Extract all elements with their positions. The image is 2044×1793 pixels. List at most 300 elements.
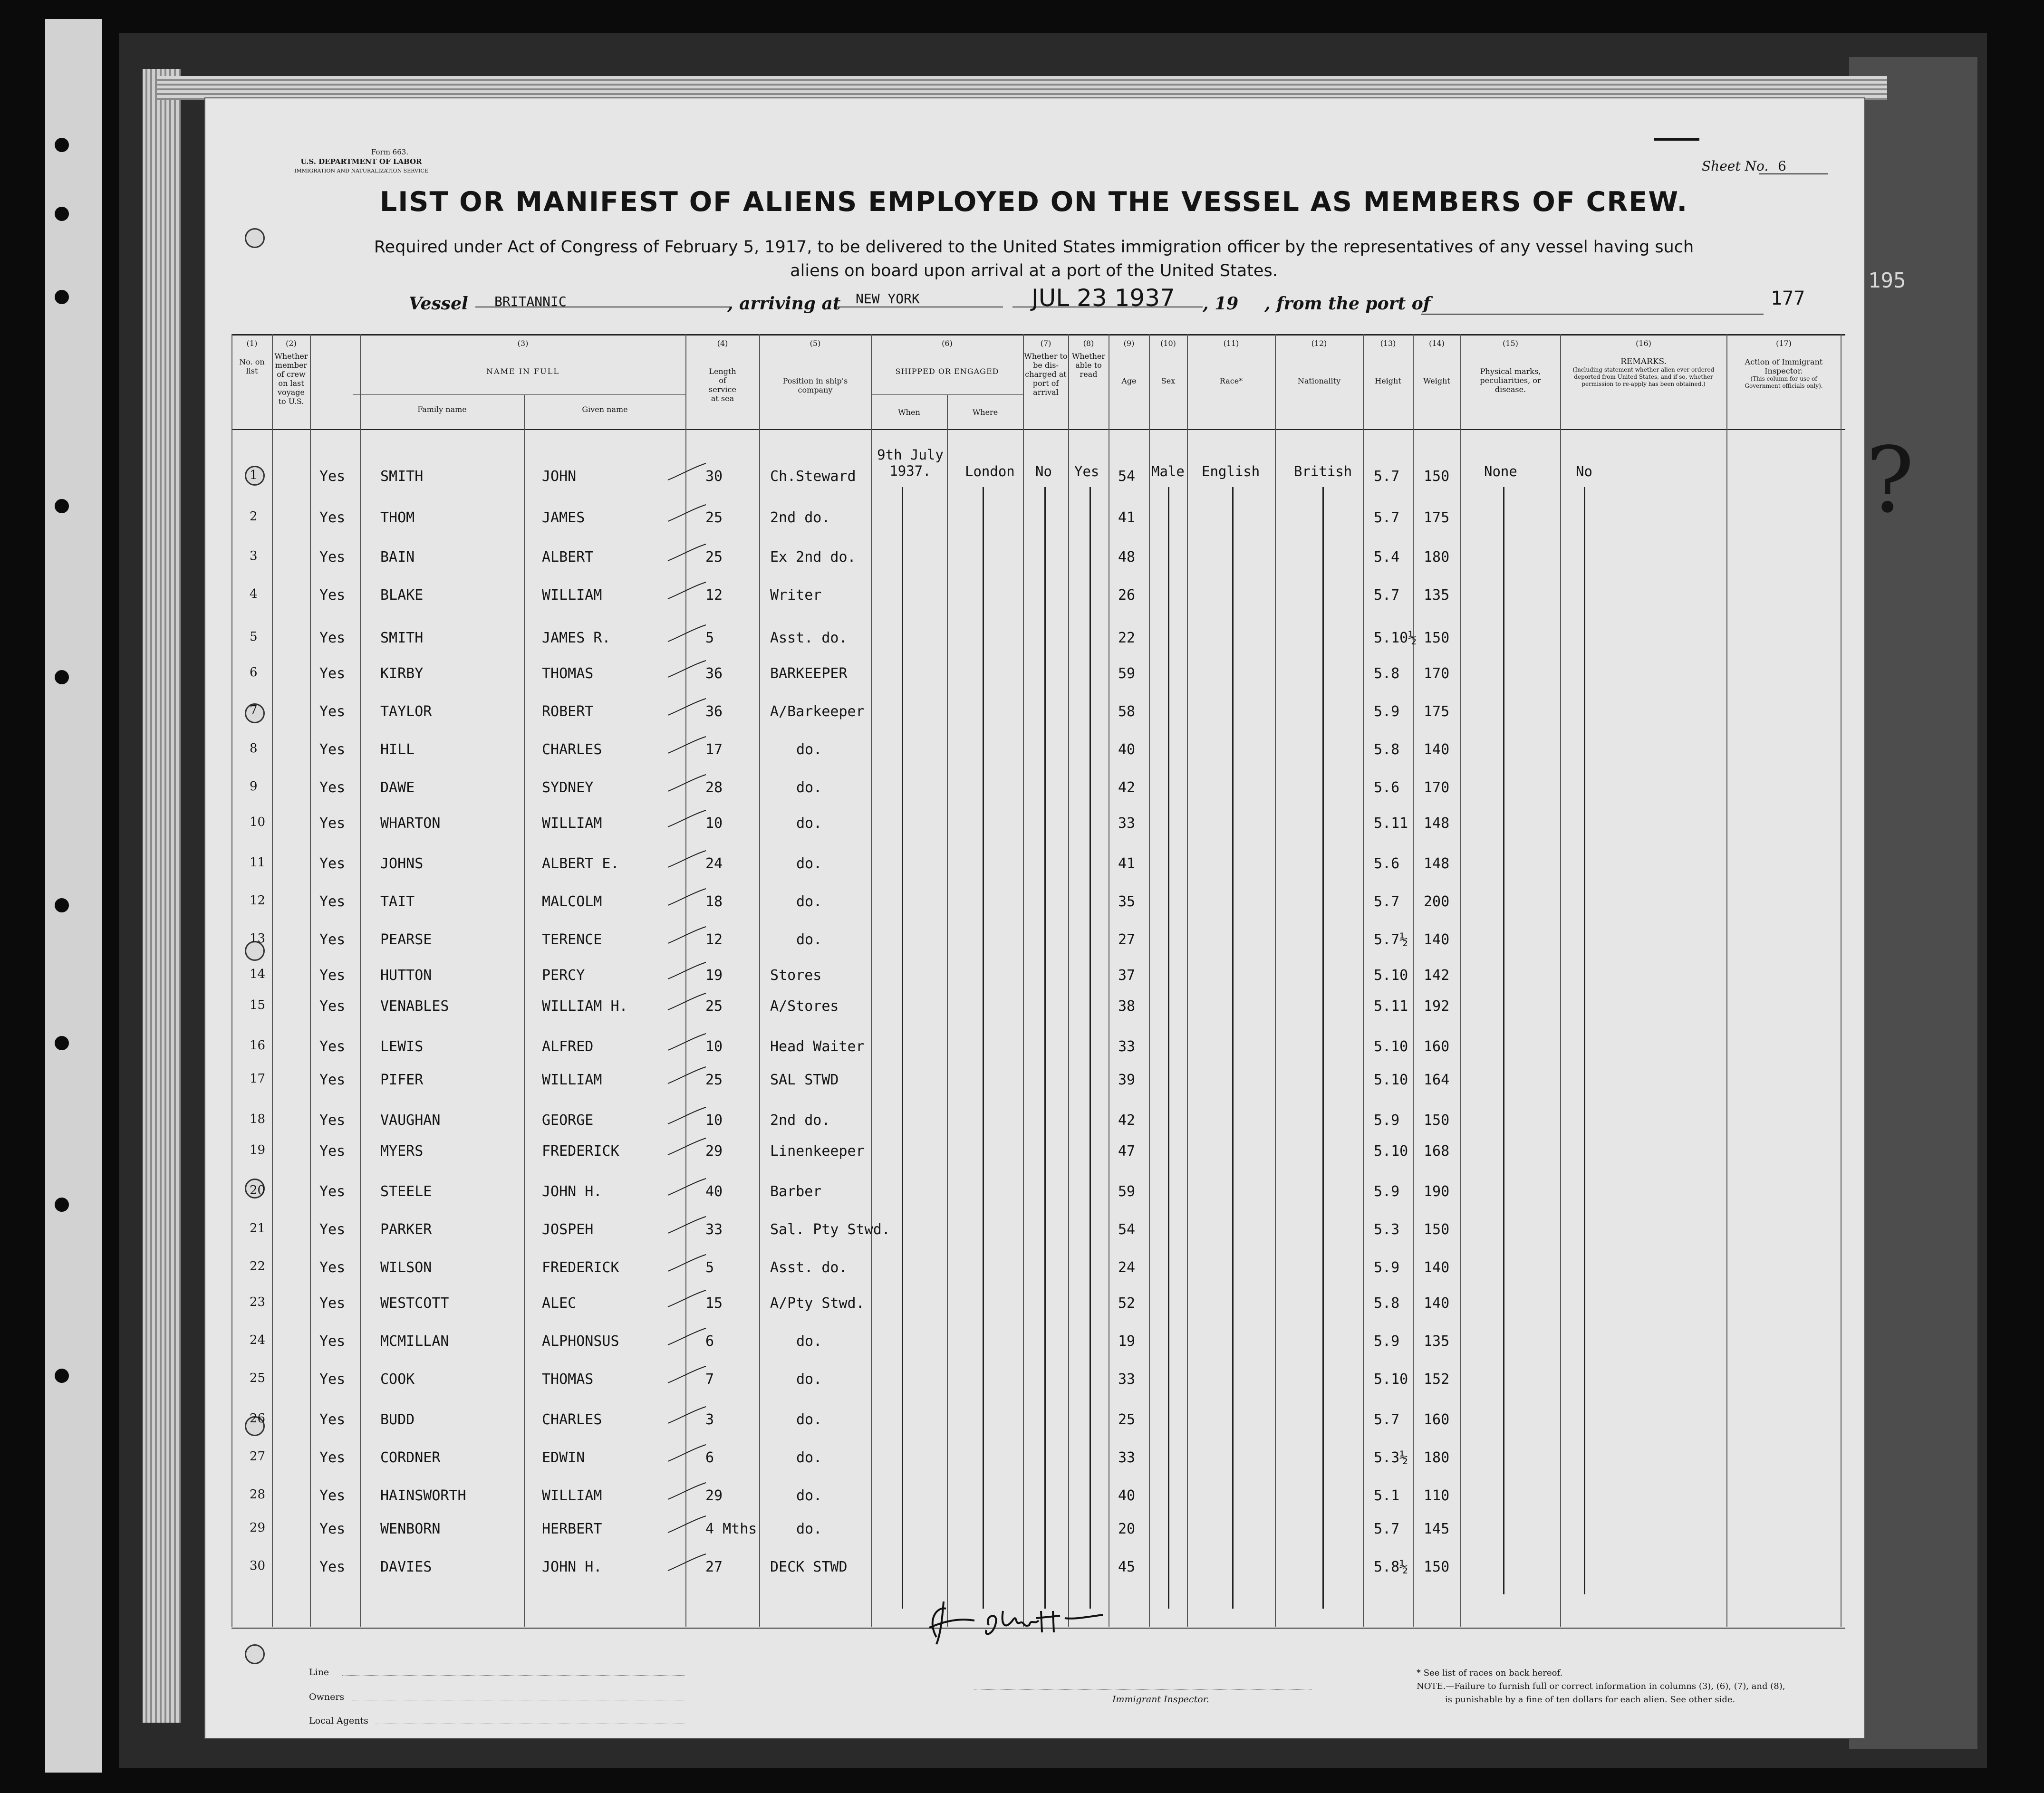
height: 5.10 — [1374, 967, 1408, 984]
height: 5.6 — [1374, 779, 1400, 796]
length-of-service: 19 — [705, 967, 723, 984]
crew-last-voyage: Yes — [319, 1411, 346, 1428]
weight: 190 — [1424, 1183, 1450, 1200]
inspector-line — [974, 1689, 1312, 1690]
family-name: DAWE — [380, 779, 415, 796]
name-subheader-rule — [353, 394, 685, 395]
check-tick-icon — [665, 1031, 708, 1055]
length-of-service: 10 — [705, 815, 723, 832]
punched-hole-icon — [55, 138, 69, 152]
family-name: SMITH — [380, 468, 424, 485]
row-number: 20 — [250, 1183, 266, 1198]
row-number: 3 — [250, 549, 258, 563]
given-name: JOHN — [542, 468, 577, 485]
row-number: 6 — [250, 665, 258, 680]
weight: 170 — [1424, 779, 1450, 796]
given-name: JOHN H. — [542, 1559, 602, 1575]
given-name: WILLIAM — [542, 1487, 602, 1504]
check-tick-icon — [665, 1404, 708, 1428]
age: 38 — [1118, 998, 1136, 1015]
crew-last-voyage: Yes — [319, 1221, 346, 1238]
weight: 140 — [1424, 1259, 1450, 1276]
weight: 140 — [1424, 741, 1450, 758]
crew-last-voyage: Yes — [319, 630, 346, 646]
table-row — [0, 1072, 2044, 1100]
owners-label: Owners — [309, 1692, 345, 1702]
height: 5.7½ — [1374, 931, 1408, 948]
row-number: 9 — [250, 779, 258, 794]
col1-header: (1) No. on list — [239, 339, 265, 375]
row-number: 4 — [250, 587, 258, 601]
weight: 180 — [1424, 1449, 1450, 1466]
subtitle-line-1: Required under Act of Congress of February 5, 1917, to be delivered to the United States immigration officer by the representatives of any vessel having such — [374, 238, 1694, 257]
line-fill — [342, 1675, 685, 1676]
weight: 180 — [1424, 549, 1450, 566]
family-name: WESTCOTT — [380, 1295, 449, 1312]
age: 37 — [1118, 967, 1136, 984]
check-tick-icon — [665, 696, 708, 720]
family-name: STEELE — [380, 1183, 432, 1200]
table-row — [0, 1449, 2044, 1478]
check-tick-icon — [665, 772, 708, 796]
ship-position: do. — [796, 1333, 822, 1350]
given-name: JOHN H. — [542, 1183, 602, 1200]
race-value: English — [1202, 463, 1260, 479]
check-tick-icon — [665, 502, 708, 526]
ship-position: Ch.Steward — [770, 468, 856, 485]
page-stack-top-edge — [157, 76, 1887, 100]
age: 40 — [1118, 1487, 1136, 1504]
crew-last-voyage: Yes — [319, 703, 346, 720]
row-number: 18 — [250, 1112, 266, 1126]
check-tick-icon — [665, 1442, 708, 1466]
age: 27 — [1118, 931, 1136, 948]
age: 20 — [1118, 1521, 1136, 1537]
given-name: FREDERICK — [542, 1143, 619, 1160]
col4-header: (4) Length of service at sea — [709, 339, 736, 403]
check-tick-icon — [665, 924, 708, 948]
crew-last-voyage: Yes — [319, 1259, 346, 1276]
table-row — [0, 779, 2044, 808]
check-tick-icon — [665, 580, 708, 604]
age: 33 — [1118, 1038, 1136, 1055]
weight: 152 — [1424, 1371, 1450, 1388]
ship-position: do. — [796, 931, 822, 948]
check-tick-icon — [665, 1064, 708, 1088]
sheet-number-line — [1759, 173, 1828, 174]
crew-last-voyage: Yes — [319, 1072, 346, 1088]
check-tick-icon — [665, 542, 708, 566]
family-name: BAIN — [380, 549, 415, 566]
ship-position: do. — [796, 741, 822, 758]
table-row — [0, 815, 2044, 844]
arriving-label: , arriving at — [727, 294, 841, 314]
given-name: WILLIAM H. — [542, 998, 628, 1015]
check-tick-icon — [665, 991, 708, 1015]
ship-position: do. — [796, 1521, 822, 1537]
family-name: THOM — [380, 509, 415, 526]
weight: 175 — [1424, 703, 1450, 720]
table-row — [0, 1295, 2044, 1323]
family-name: JOHNS — [380, 855, 424, 872]
given-name: JAMES — [542, 509, 585, 526]
table-row — [0, 741, 2044, 770]
check-tick-icon — [665, 1214, 708, 1238]
weight: 150 — [1424, 630, 1450, 646]
row-number: 14 — [250, 967, 266, 981]
row-number: 11 — [250, 855, 266, 870]
given-name: ROBERT — [542, 703, 594, 720]
form-number: Form 663. — [371, 148, 409, 156]
age: 59 — [1118, 665, 1136, 682]
given-name: JAMES R. — [542, 630, 611, 646]
length-of-service: 10 — [705, 1038, 723, 1055]
line-label: Line — [309, 1667, 329, 1678]
ship-position: Head Waiter — [770, 1038, 865, 1055]
weight: 164 — [1424, 1072, 1450, 1088]
col8-header: (8) Whether able to read — [1071, 339, 1106, 379]
col14-header: (14) Weight — [1423, 339, 1450, 385]
table-row — [0, 509, 2044, 538]
year-label: , 19 — [1203, 294, 1239, 314]
col5-header: (5) Position in ship's company — [782, 339, 848, 394]
col15-header: (15) Physical marks, peculiarities, or disease. — [1480, 339, 1541, 394]
crew-last-voyage: Yes — [319, 1521, 346, 1537]
table-row — [0, 1038, 2044, 1067]
row-number: 17 — [250, 1072, 266, 1086]
row-number: 28 — [250, 1487, 266, 1502]
row-number: 2 — [250, 509, 258, 524]
table-row — [0, 587, 2044, 615]
age: 33 — [1118, 815, 1136, 832]
height: 5.9 — [1374, 1112, 1400, 1129]
age: 41 — [1118, 855, 1136, 872]
remarks-value: No — [1576, 463, 1592, 479]
inspector-label: Immigrant Inspector. — [1112, 1694, 1209, 1705]
check-tick-icon — [665, 808, 708, 832]
check-tick-icon — [665, 1105, 708, 1129]
form-header — [285, 147, 437, 176]
table-row — [0, 1112, 2044, 1141]
ship-position: 2nd do. — [770, 509, 830, 526]
sheet-number — [1702, 158, 1786, 174]
table-row — [0, 1487, 2044, 1516]
check-tick-icon — [665, 1514, 708, 1537]
signature-icon — [917, 1592, 1122, 1649]
given-name: WILLIAM — [542, 815, 602, 832]
row-number: 24 — [250, 1333, 266, 1347]
length-of-service: 3 — [705, 1411, 714, 1428]
given-name: TERENCE — [542, 931, 602, 948]
weight: 200 — [1424, 893, 1450, 910]
table-row — [0, 855, 2044, 884]
check-tick-icon — [665, 1136, 708, 1160]
note-line-2: is punishable by a fine of ten dollars for each alien. See other side. — [1445, 1695, 1735, 1705]
row-number: 8 — [250, 741, 258, 756]
table-row — [0, 1183, 2044, 1212]
ship-position: 2nd do. — [770, 1112, 830, 1129]
length-of-service: 12 — [705, 931, 723, 948]
crew-last-voyage: Yes — [319, 815, 346, 832]
ship-position: do. — [796, 815, 822, 832]
age: 22 — [1118, 630, 1136, 646]
age: 54 — [1118, 468, 1136, 485]
col2-header: (2) Whether member of crew on last voyage to U.S. — [274, 339, 308, 406]
table-row — [0, 1521, 2044, 1549]
table-row — [0, 468, 2044, 497]
age: 45 — [1118, 1559, 1136, 1575]
given-name: HERBERT — [542, 1521, 602, 1537]
height: 5.10 — [1374, 1072, 1408, 1088]
check-tick-icon — [665, 461, 708, 485]
ship-position: Asst. do. — [770, 630, 848, 646]
family-name: COOK — [380, 1371, 415, 1388]
height: 5.1 — [1374, 1487, 1400, 1504]
sheet-label: Sheet No. — [1702, 158, 1769, 174]
where-header: Where — [972, 408, 998, 417]
ship-position: Ex 2nd do. — [770, 549, 856, 566]
table-row — [0, 630, 2044, 658]
nationality-value: British — [1294, 463, 1352, 479]
crew-last-voyage: Yes — [319, 1143, 346, 1160]
length-of-service: 28 — [705, 779, 723, 796]
col11-header: (11) Race* — [1219, 339, 1243, 385]
note-line-1: NOTE.—Failure to furnish full or correct information in columns (3), (6), (7), and (8), — [1417, 1681, 1785, 1691]
length-of-service: 25 — [705, 509, 723, 526]
family-name: VENABLES — [380, 998, 449, 1015]
punched-hole-icon — [55, 290, 69, 304]
ship-position: BARKEEPER — [770, 665, 848, 682]
crew-last-voyage: Yes — [319, 1295, 346, 1312]
ship-position: SAL STWD — [770, 1072, 839, 1088]
length-of-service: 29 — [705, 1487, 723, 1504]
check-tick-icon — [665, 1326, 708, 1350]
age: 42 — [1118, 1112, 1136, 1129]
row-number: 13 — [250, 931, 266, 946]
length-of-service: 30 — [705, 468, 723, 485]
weight: 160 — [1424, 1038, 1450, 1055]
length-of-service: 40 — [705, 1183, 723, 1200]
row-number: 5 — [250, 630, 258, 644]
length-of-service: 6 — [705, 1333, 714, 1350]
ship-position: DECK STWD — [770, 1559, 848, 1575]
family-name: PEARSE — [380, 931, 432, 948]
check-tick-icon — [665, 960, 708, 984]
row-number: 19 — [250, 1143, 266, 1157]
height: 5.11 — [1374, 815, 1408, 832]
row-number: 23 — [250, 1295, 266, 1309]
age: 35 — [1118, 893, 1136, 910]
length-of-service: 10 — [705, 1112, 723, 1129]
page-subtitle — [285, 235, 1783, 283]
col13-header: (13) Height — [1375, 339, 1401, 385]
crew-last-voyage: Yes — [319, 1487, 346, 1504]
races-note: * See list of races on back hereof. — [1417, 1668, 1563, 1678]
ship-position: do. — [796, 893, 822, 910]
height: 5.9 — [1374, 703, 1400, 720]
family-name: WHARTON — [380, 815, 441, 832]
given-name: PERCY — [542, 967, 585, 984]
age: 19 — [1118, 1333, 1136, 1350]
page-number: 177 — [1771, 288, 1805, 309]
family-name: PIFER — [380, 1072, 424, 1088]
check-tick-icon — [665, 1480, 708, 1504]
weight: 192 — [1424, 998, 1450, 1015]
given-name: THOMAS — [542, 1371, 594, 1388]
family-name: TAYLOR — [380, 703, 432, 720]
given-name: THOMAS — [542, 665, 594, 682]
height: 5.7 — [1374, 1411, 1400, 1428]
crew-last-voyage: Yes — [319, 549, 346, 566]
ship-position: do. — [796, 1487, 822, 1504]
crew-last-voyage: Yes — [319, 967, 346, 984]
crew-last-voyage: Yes — [319, 855, 346, 872]
weight: 150 — [1424, 1221, 1450, 1238]
table-top-rule — [231, 334, 1845, 336]
arriving-port: NEW YORK — [856, 291, 920, 307]
height: 5.7 — [1374, 1521, 1400, 1537]
arrival-date-stamp: JUL 23 1937 — [1032, 284, 1175, 312]
length-of-service: 6 — [705, 1449, 714, 1466]
row-number: 12 — [250, 893, 266, 908]
crew-last-voyage: Yes — [319, 1112, 346, 1129]
given-name: ALPHONSUS — [542, 1333, 619, 1350]
age: 39 — [1118, 1072, 1136, 1088]
margin-number: 195 — [1868, 268, 1906, 293]
ship-position: do. — [796, 1449, 822, 1466]
table-row — [0, 1371, 2044, 1400]
family-name: HILL — [380, 741, 415, 758]
length-of-service: 29 — [705, 1143, 723, 1160]
crew-last-voyage: Yes — [319, 509, 346, 526]
family-name: CORDNER — [380, 1449, 441, 1466]
family-name: VAUGHAN — [380, 1112, 441, 1129]
given-name: CHARLES — [542, 741, 602, 758]
shipped-where: London — [965, 463, 1015, 479]
weight: 150 — [1424, 1559, 1450, 1575]
weight: 175 — [1424, 509, 1450, 526]
crew-last-voyage: Yes — [319, 1038, 346, 1055]
height: 5.7 — [1374, 509, 1400, 526]
length-of-service: 17 — [705, 741, 723, 758]
vessel-name: BRITANNIC — [494, 294, 567, 309]
table-row — [0, 1411, 2044, 1440]
length-of-service: 12 — [705, 587, 723, 604]
height: 5.9 — [1374, 1333, 1400, 1350]
vessel-label: Vessel — [409, 294, 468, 314]
weight: 135 — [1424, 587, 1450, 604]
given-name: WILLIAM — [542, 587, 602, 604]
weight: 135 — [1424, 1333, 1450, 1350]
length-of-service: 15 — [705, 1295, 723, 1312]
length-of-service: 5 — [705, 1259, 714, 1276]
age: 25 — [1118, 1411, 1136, 1428]
family-name: KIRBY — [380, 665, 424, 682]
ship-position: do. — [796, 1371, 822, 1388]
table-row — [0, 893, 2044, 922]
age: 26 — [1118, 587, 1136, 604]
ship-position: Stores — [770, 967, 822, 984]
length-of-service: 25 — [705, 549, 723, 566]
crew-last-voyage: Yes — [319, 1371, 346, 1388]
family-name: SMITH — [380, 630, 424, 646]
age: 58 — [1118, 703, 1136, 720]
corner-mark — [1654, 138, 1699, 141]
department-name: U.S. DEPARTMENT OF LABOR — [300, 157, 422, 166]
table-row — [0, 1559, 2044, 1587]
crew-last-voyage: Yes — [319, 587, 346, 604]
age: 47 — [1118, 1143, 1136, 1160]
weight: 160 — [1424, 1411, 1450, 1428]
row-number: 27 — [250, 1449, 266, 1464]
punched-hole-icon — [245, 228, 265, 248]
table-row — [0, 703, 2044, 732]
length-of-service: 33 — [705, 1221, 723, 1238]
height: 5.9 — [1374, 1183, 1400, 1200]
family-name: WILSON — [380, 1259, 432, 1276]
table-row — [0, 967, 2044, 996]
check-tick-icon — [665, 1552, 708, 1575]
col9-header: (9) Age — [1121, 339, 1137, 385]
punched-hole-icon — [55, 207, 69, 221]
age: 48 — [1118, 549, 1136, 566]
height: 5.10½ — [1374, 630, 1417, 646]
table-row — [0, 1221, 2044, 1250]
age: 40 — [1118, 741, 1136, 758]
row-number: 22 — [250, 1259, 266, 1274]
check-tick-icon — [665, 734, 708, 758]
check-tick-icon — [665, 658, 708, 682]
given-name: ALFRED — [542, 1038, 594, 1055]
given-name: ALBERT E. — [542, 855, 619, 872]
ship-position: A/Barkeeper — [770, 703, 865, 720]
height: 5.6 — [1374, 855, 1400, 872]
ship-position: do. — [796, 855, 822, 872]
table-row — [0, 998, 2044, 1026]
given-name: ALBERT — [542, 549, 594, 566]
subtitle-line-2: aliens on board upon arrival at a port of the United States. — [790, 261, 1278, 280]
height: 5.4 — [1374, 549, 1400, 566]
ship-position: A/Stores — [770, 998, 839, 1015]
ship-position: Writer — [770, 587, 822, 604]
service-name: IMMIGRATION AND NATURALIZATION SERVICE — [294, 168, 428, 174]
ship-position: A/Pty Stwd. — [770, 1295, 865, 1312]
check-tick-icon — [665, 623, 708, 646]
ship-position: do. — [796, 1411, 822, 1428]
margin-mark: ? — [1866, 428, 1914, 533]
crew-last-voyage: Yes — [319, 468, 346, 485]
row-number: 1 — [250, 468, 258, 482]
page-title: LIST OR MANIFEST OF ALIENS EMPLOYED ON THE VESSEL AS MEMBERS OF CREW. — [379, 186, 1688, 218]
table-header-rule — [231, 429, 1845, 430]
col10-header: (10) Sex — [1160, 339, 1176, 385]
family-name: BLAKE — [380, 587, 424, 604]
family-name-header: Family name — [417, 405, 467, 414]
check-tick-icon — [665, 886, 708, 910]
height: 5.7 — [1374, 893, 1400, 910]
crew-last-voyage: Yes — [319, 1333, 346, 1350]
row-number: 21 — [250, 1221, 266, 1236]
table-row — [0, 1143, 2044, 1171]
height: 5.8 — [1374, 665, 1400, 682]
age: 59 — [1118, 1183, 1136, 1200]
table-row — [0, 931, 2044, 960]
crew-last-voyage: Yes — [319, 893, 346, 910]
family-name: PARKER — [380, 1221, 432, 1238]
col16-header: (16) REMARKS. (Including statement whether alien ever ordered deported from United States, and if so, whether permission to re-apply has been obtained.) — [1572, 339, 1715, 387]
given-name: GEORGE — [542, 1112, 594, 1129]
row-number: 29 — [250, 1521, 266, 1535]
